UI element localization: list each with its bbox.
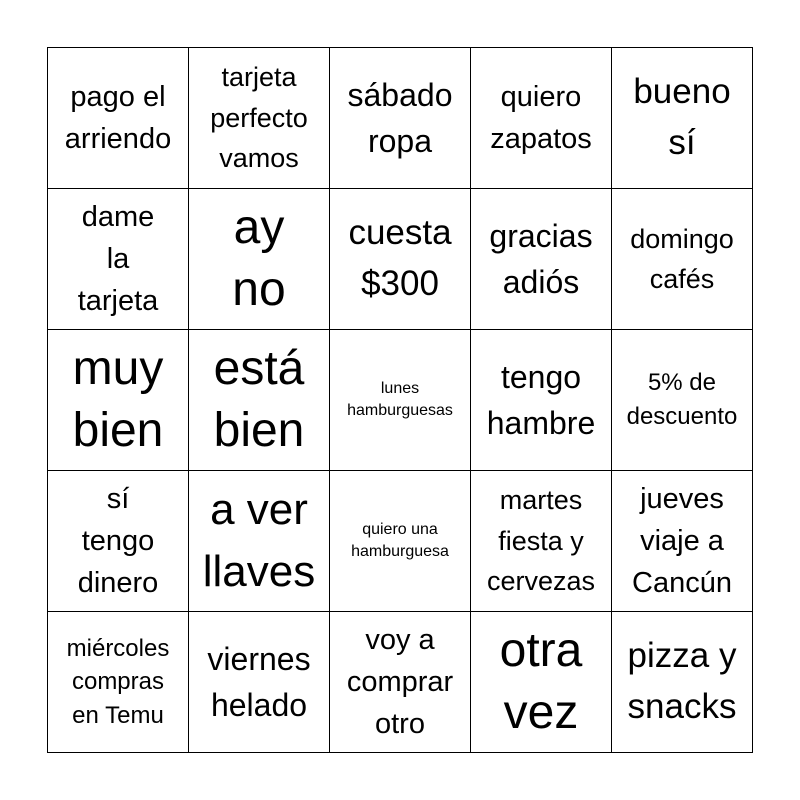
cell-text: quiero una hamburguesa	[351, 520, 449, 560]
bingo-cell[interactable]	[612, 330, 753, 471]
bingo-cell[interactable]	[471, 330, 612, 471]
cell-text: bueno sí	[633, 72, 731, 162]
bingo-cell[interactable]	[471, 189, 612, 330]
bingo-cell[interactable]	[612, 189, 753, 330]
cell-text: cuesta $300	[348, 213, 452, 303]
bingo-cell[interactable]	[612, 48, 753, 189]
cell-text: 5% de descuento	[626, 369, 738, 430]
cell-text: jueves viaje a Cancún	[632, 482, 732, 600]
cell-text: otra vez	[499, 623, 583, 739]
bingo-cell[interactable]	[189, 48, 330, 189]
cell-text: voy a comprar otro	[346, 623, 454, 741]
bingo-cell[interactable]	[330, 612, 471, 753]
cell-text: quiero zapatos	[490, 80, 592, 155]
bingo-cell[interactable]	[48, 189, 189, 330]
bingo-cell[interactable]	[612, 471, 753, 612]
cell-text: está bien	[213, 341, 305, 457]
cell-text: gracias adiós	[489, 217, 593, 300]
cell-text: pizza y snacks	[627, 636, 737, 726]
cell-text: tengo hambre	[486, 358, 596, 441]
cell-text: sí tengo dinero	[77, 482, 159, 600]
cell-text: ay no	[232, 200, 286, 316]
bingo-cell[interactable]	[471, 612, 612, 753]
bingo-cell[interactable]	[48, 330, 189, 471]
bingo-cell[interactable]	[471, 471, 612, 612]
bingo-cell[interactable]	[330, 48, 471, 189]
bingo-cell[interactable]	[189, 189, 330, 330]
bingo-cell[interactable]	[48, 48, 189, 189]
bingo-cell[interactable]	[330, 471, 471, 612]
cell-text: a ver llaves	[202, 485, 316, 596]
cell-text: sábado ropa	[347, 76, 453, 159]
bingo-cell[interactable]	[330, 330, 471, 471]
cell-text: dame la tarjeta	[77, 200, 159, 318]
cell-text: miércoles compras en Temu	[66, 634, 170, 729]
cell-text: martes fiesta y cervezas	[486, 485, 596, 597]
bingo-board	[47, 47, 753, 753]
bingo-cell[interactable]	[471, 48, 612, 189]
cell-text: tarjeta perfecto vamos	[210, 62, 308, 174]
cell-text: pago el arriendo	[64, 80, 172, 155]
bingo-cell[interactable]	[189, 612, 330, 753]
bingo-cell[interactable]	[612, 612, 753, 753]
bingo-cell[interactable]	[48, 471, 189, 612]
cell-text: viernes helado	[207, 640, 311, 723]
bingo-cell[interactable]	[189, 330, 330, 471]
cell-text: lunes hamburguesas	[347, 379, 453, 419]
bingo-cell[interactable]	[330, 189, 471, 330]
cell-text: domingo cafés	[630, 223, 734, 294]
bingo-cell[interactable]	[189, 471, 330, 612]
cell-text: muy bien	[72, 341, 164, 457]
bingo-cell[interactable]	[48, 612, 189, 753]
